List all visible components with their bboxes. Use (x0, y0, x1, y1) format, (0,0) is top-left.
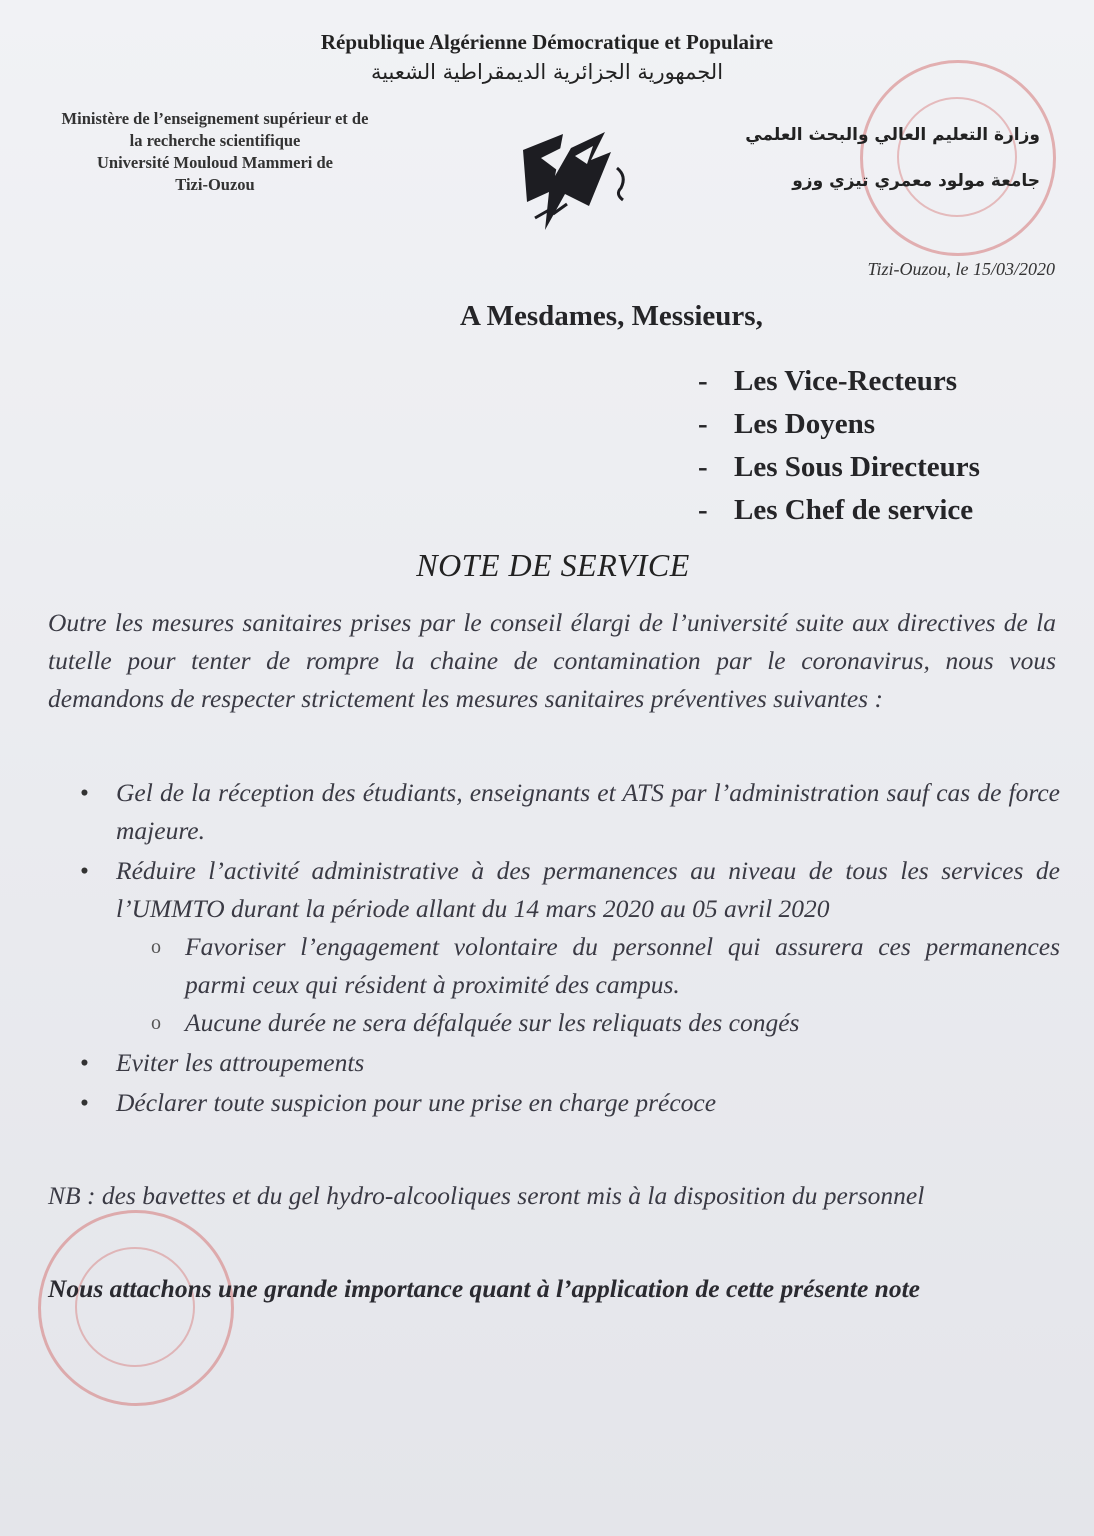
measure-item: • Déclarer toute suspicion pour une prise en charge précoce (80, 1084, 1060, 1122)
recipient-item (698, 403, 980, 446)
intro-paragraph: Outre les mesures sanitaires prises par le conseil élargi de l’université suite aux directives de la tutelle pour tenter de rompre la chaine de contamination par le coronavirus, nous vous demandons de respecter strictement les mesures sanitaires préventives suivantes : (48, 608, 1056, 713)
recipient-label: Les Chef de service (734, 494, 974, 526)
recipient-dash: - (698, 365, 708, 397)
measure-item-with-sublist (80, 852, 1060, 1042)
measures-list (80, 774, 1060, 1124)
recipient-item (698, 446, 980, 489)
republic-name-fr: République Algérienne Démocratique et Populaire (320, 30, 774, 54)
university-logo (505, 118, 645, 243)
recipient-dash: - (698, 451, 708, 483)
recipient-item (698, 360, 980, 403)
recipient-label: Les Doyens (734, 408, 875, 440)
document-title: NOTE DE SERVICE (416, 547, 690, 583)
republic-name-ar: الجمهورية الجزائرية الديمقراطية الشعبية (370, 60, 724, 84)
sub-measure-item: o Aucune durée ne sera défalquée sur les reliquats des congés (149, 1004, 1060, 1042)
salutation: A Mesdames, Messieurs, (460, 300, 763, 332)
recipient-label: Les Vice-Recteurs (734, 365, 958, 397)
official-stamp-bottom (38, 1210, 234, 1406)
sub-measure-item: o Favoriser l’engagement volontaire du personnel qui assurera ces permanences parmi ceux qui résident à proximité des campus. (149, 928, 1060, 1004)
measure-item: • Gel de la réception des étudiants, enseignants et ATS par l’administration sauf cas de force majeure. (80, 774, 1060, 850)
institution-block-fr (10, 108, 420, 196)
nb-note: NB : des bavettes et du gel hydro-alcooliques seront mis à la disposition du personnel (48, 1181, 925, 1210)
recipient-item (698, 489, 980, 532)
institution-block-ar (640, 112, 1040, 204)
closing-statement: Nous attachons une grande importance quant à l’application de cette présente note (48, 1274, 920, 1303)
date-line: Tizi-Ouzou, le 15/03/2020 (867, 259, 1055, 279)
ministry-name-ar: وزارة التعليم العالي والبحث العلمي (745, 125, 1040, 145)
university-line-2: Tizi-Ouzou (175, 175, 255, 194)
university-name-ar: جامعة مولود معمري تيزي وزو (792, 171, 1040, 191)
measure-item: • Eviter les attroupements (80, 1044, 1060, 1082)
recipients-list (698, 360, 980, 532)
university-line-1: Université Mouloud Mammeri de (96, 153, 333, 172)
ministry-line-1: Ministère de l’enseignement supérieur et de (61, 109, 369, 128)
recipient-dash: - (698, 408, 708, 440)
measure-text: Réduire l’activité administrative à des permanences au niveau de tous les services de l’UMMTO durant la période allant du 14 mars 2020 au 05 avril 2020 (116, 856, 1060, 923)
measure-sublist (149, 928, 1060, 1042)
ministry-line-2: la recherche scientifique (129, 131, 301, 150)
recipient-label: Les Sous Directeurs (734, 451, 980, 483)
recipient-dash: - (698, 494, 708, 526)
